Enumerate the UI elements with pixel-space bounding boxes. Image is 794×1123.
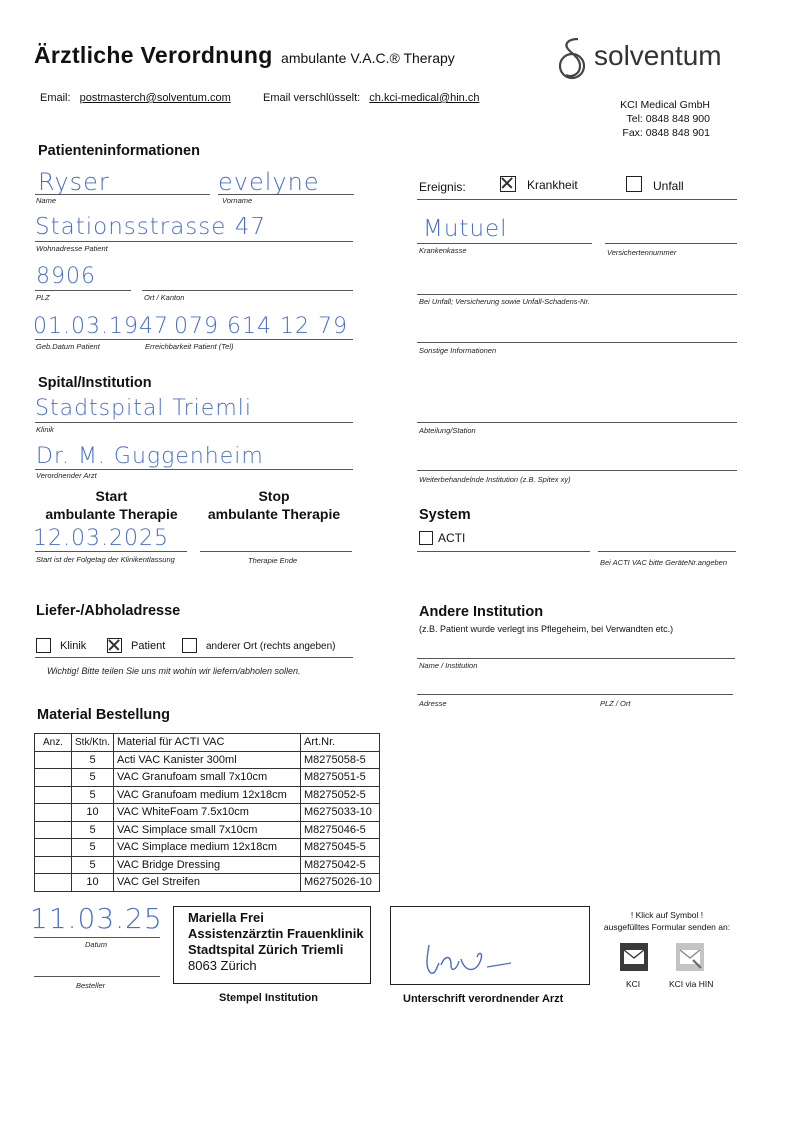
signature-box[interactable] <box>390 906 590 985</box>
date-caption: Datum <box>85 940 108 949</box>
cell-anz[interactable] <box>35 786 72 804</box>
versnr-caption: Versichertennummer <box>607 248 677 257</box>
klinik-line <box>35 422 353 423</box>
delivery-patient-checkbox[interactable] <box>107 638 122 653</box>
kasse-line <box>417 243 592 244</box>
cell-stk: 10 <box>72 804 114 822</box>
delivery-patient-label: Patient <box>131 640 166 652</box>
ort-caption: Ort / Kanton <box>144 293 185 302</box>
send-kci-label: KCI <box>626 979 641 989</box>
vorname-value: evelyne <box>218 168 320 196</box>
stop-heading-2: ambulante Therapie <box>207 506 341 522</box>
system-line-2 <box>598 551 736 552</box>
email-enc-row <box>263 92 479 104</box>
table-row <box>35 751 380 769</box>
unfall-ins-line <box>417 294 737 295</box>
cell-anz[interactable] <box>35 769 72 787</box>
table-row <box>35 874 380 892</box>
plz-value: 8906 <box>36 264 96 289</box>
name-line <box>35 194 210 195</box>
cell-art: M8275058-5 <box>301 751 380 769</box>
kasse-value: Mutuel <box>423 216 508 242</box>
besteller-line <box>34 976 160 977</box>
cell-material: VAC WhiteFoam 7.5x10cm <box>114 804 301 822</box>
unfall-ins-caption: Bei Unfall; Versicherung sowie Unfall-Schadens-Nr. <box>419 297 590 306</box>
date-line <box>34 937 160 938</box>
patient-heading: Patienteninformationen <box>38 143 200 159</box>
order-date-value: 11.03.25 <box>30 902 163 935</box>
address-value: Stationsstrasse 47 <box>35 214 266 240</box>
delivery-other-checkbox[interactable] <box>182 638 197 653</box>
send-hin-button[interactable] <box>675 942 705 972</box>
material-table <box>34 733 380 892</box>
vorname-line <box>218 194 354 195</box>
delivery-other-label: anderer Ort (rechts angeben) <box>206 641 336 652</box>
start-heading-1: Start <box>95 488 128 504</box>
send-hin-label: KCI via HIN <box>669 979 714 989</box>
email-link[interactable]: postmasterch@solventum.com <box>79 92 231 104</box>
cell-stk: 5 <box>72 769 114 787</box>
address-line <box>35 241 353 242</box>
email-row <box>40 92 231 104</box>
vorname-caption: Vorname <box>222 196 253 205</box>
cell-art: M6275033-10 <box>301 804 380 822</box>
other-inst-heading: Andere Institution <box>419 604 544 620</box>
acti-label: ACTI <box>438 531 466 545</box>
plz-line <box>35 290 131 291</box>
title-sub: ambulante V.A.C.® Therapy <box>281 50 455 66</box>
acti-checkbox[interactable] <box>419 531 433 545</box>
stop-heading-1: Stop <box>258 488 290 504</box>
other-plz-caption: PLZ / Ort <box>600 699 631 708</box>
mail-secure-icon <box>675 942 705 972</box>
brand-name: solventum <box>594 40 722 71</box>
table-row <box>35 769 380 787</box>
unfall-label: Unfall <box>653 179 684 193</box>
cell-art: M8275051-5 <box>301 769 380 787</box>
stamp-caption: Stempel Institution <box>219 992 318 1004</box>
send-note-2: ausgefülltes Formular senden an: <box>603 922 731 932</box>
material-heading: Material Bestellung <box>37 707 170 723</box>
stamp-line-2: Assistenzärztin Frauenklinik <box>188 926 364 941</box>
end-line <box>200 551 352 552</box>
company-tel: Tel: 0848 848 900 <box>626 113 710 125</box>
table-row <box>35 856 380 874</box>
cell-material: VAC Simplace small 7x10cm <box>114 821 301 839</box>
tel-caption: Erreichbarkeit Patient (Tel) <box>145 342 234 351</box>
email-enc-link[interactable]: ch.kci-medical@hin.ch <box>369 92 480 104</box>
send-kci-button[interactable] <box>619 942 649 972</box>
dob-line <box>35 339 353 340</box>
start-date-value: 12.03.2025 <box>33 526 169 551</box>
cell-anz[interactable] <box>35 804 72 822</box>
material-header-row <box>35 734 380 752</box>
dob-caption: Geb.Datum Patient <box>36 342 100 351</box>
signature-caption: Unterschrift verordnender Arzt <box>403 993 564 1005</box>
col-art: Art.Nr. <box>301 734 380 752</box>
stamp-line-1: Mariella Frei <box>188 910 264 925</box>
col-material: Material für ACTI VAC <box>114 734 301 752</box>
name-caption: Name <box>36 196 57 205</box>
other-addr-line <box>417 694 733 695</box>
cell-anz[interactable] <box>35 839 72 857</box>
start-heading <box>34 487 189 523</box>
cell-art: M6275026-10 <box>301 874 380 892</box>
institution-heading: Spital/Institution <box>38 375 152 391</box>
arzt-caption: Verordnender Arzt <box>36 471 97 480</box>
start-heading-2: ambulante Therapie <box>45 506 178 522</box>
other-addr-caption: Adresse <box>419 699 447 708</box>
cell-art: M8275052-5 <box>301 786 380 804</box>
dob-value: 01.03.1947 <box>33 314 169 339</box>
cell-material: VAC Granufoam medium 12x18cm <box>114 786 301 804</box>
company-block <box>590 98 710 140</box>
send-note <box>592 909 742 933</box>
cell-stk: 5 <box>72 751 114 769</box>
address-caption: Wohnadresse Patient <box>36 244 108 253</box>
brand-logo <box>556 34 588 85</box>
weiter-line <box>417 470 737 471</box>
krankheit-checkbox[interactable] <box>500 176 516 192</box>
cell-stk: 5 <box>72 839 114 857</box>
cell-art: M8275046-5 <box>301 821 380 839</box>
sonstige-caption: Sonstige Informationen <box>419 346 497 355</box>
event-label: Ereignis: <box>419 180 466 194</box>
arzt-line <box>35 469 353 470</box>
versnr-line <box>605 243 737 244</box>
name-value: Ryser <box>38 168 110 196</box>
weiter-caption: Weiterbehandelnde Institution (z.B. Spitex xy) <box>419 475 571 484</box>
form-title <box>34 42 455 69</box>
klinik-caption: Klinik <box>36 425 54 434</box>
besteller-caption: Besteller <box>76 981 106 990</box>
company-name: KCI Medical GmbH <box>620 99 710 111</box>
table-row <box>35 839 380 857</box>
company-fax: Fax: 0848 848 901 <box>622 127 710 139</box>
email-label: Email: <box>40 92 71 104</box>
solventum-s-icon <box>556 34 588 80</box>
col-stk: Stk/Ktn. <box>72 734 114 752</box>
stop-heading <box>198 487 350 523</box>
signature-drawing <box>391 907 589 984</box>
cell-anz[interactable] <box>35 751 72 769</box>
send-note-1: ! Klick auf Symbol ! <box>630 910 704 920</box>
other-name-caption: Name / Institution <box>419 661 478 670</box>
other-name-line <box>417 658 735 659</box>
cell-stk: 5 <box>72 821 114 839</box>
end-caption: Therapie Ende <box>248 556 298 565</box>
title-main: Ärztliche Verordnung <box>34 42 273 68</box>
sonstige-line <box>417 342 737 343</box>
cell-stk: 10 <box>72 874 114 892</box>
cell-material: VAC Gel Streifen <box>114 874 301 892</box>
start-line <box>35 551 187 552</box>
system-line-1 <box>417 551 590 552</box>
kasse-caption: Krankenkasse <box>419 246 467 255</box>
email-enc-label: Email verschlüsselt: <box>263 92 361 104</box>
cell-material: VAC Simplace medium 12x18cm <box>114 839 301 857</box>
cell-stk: 5 <box>72 856 114 874</box>
cell-stk: 5 <box>72 786 114 804</box>
other-inst-sub: (z.B. Patient wurde verlegt ins Pflegeheim, bei Verwandten etc.) <box>419 624 674 634</box>
delivery-klinik-label: Klinik <box>60 640 87 652</box>
cell-anz[interactable] <box>35 874 72 892</box>
ort-line <box>142 290 353 291</box>
start-caption: Start ist der Folgetag der Klinikentlassung <box>36 555 175 564</box>
table-row <box>35 821 380 839</box>
system-heading: System <box>419 507 471 523</box>
tel-value: 079 614 12 79 <box>174 314 348 339</box>
cell-anz[interactable] <box>35 821 72 839</box>
cell-material: VAC Bridge Dressing <box>114 856 301 874</box>
stamp-line-4: 8063 Zürich <box>188 958 257 973</box>
arzt-value: Dr. M. Guggenheim <box>36 444 264 469</box>
col-anz: Anz. <box>35 734 72 752</box>
cell-art: M8275042-5 <box>301 856 380 874</box>
cell-art: M8275045-5 <box>301 839 380 857</box>
cell-material: VAC Granufoam small 7x10cm <box>114 769 301 787</box>
system-caption: Bei ACTI VAC bitte GeräteNr.angeben <box>600 558 728 567</box>
krankheit-label: Krankheit <box>527 178 578 192</box>
klinik-value: Stadtspital Triemli <box>35 396 252 421</box>
delivery-klinik-checkbox[interactable] <box>36 638 51 653</box>
delivery-heading: Liefer-/Abholadresse <box>36 603 181 619</box>
delivery-line <box>35 657 353 658</box>
plz-caption: PLZ <box>36 293 50 302</box>
mail-icon <box>619 942 649 972</box>
stamp-line-3: Stadtspital Zürich Triemli <box>188 942 344 957</box>
cell-anz[interactable] <box>35 856 72 874</box>
table-row <box>35 804 380 822</box>
institution-stamp <box>173 906 371 984</box>
event-line <box>417 199 737 200</box>
cell-material: Acti VAC Kanister 300ml <box>114 751 301 769</box>
abteilung-caption: Abteilung/Station <box>419 426 476 435</box>
table-row <box>35 786 380 804</box>
unfall-checkbox[interactable] <box>626 176 642 192</box>
abteilung-line <box>417 422 737 423</box>
delivery-note: Wichtig! Bitte teilen Sie uns mit wohin wir liefern/abholen sollen. <box>47 666 301 676</box>
